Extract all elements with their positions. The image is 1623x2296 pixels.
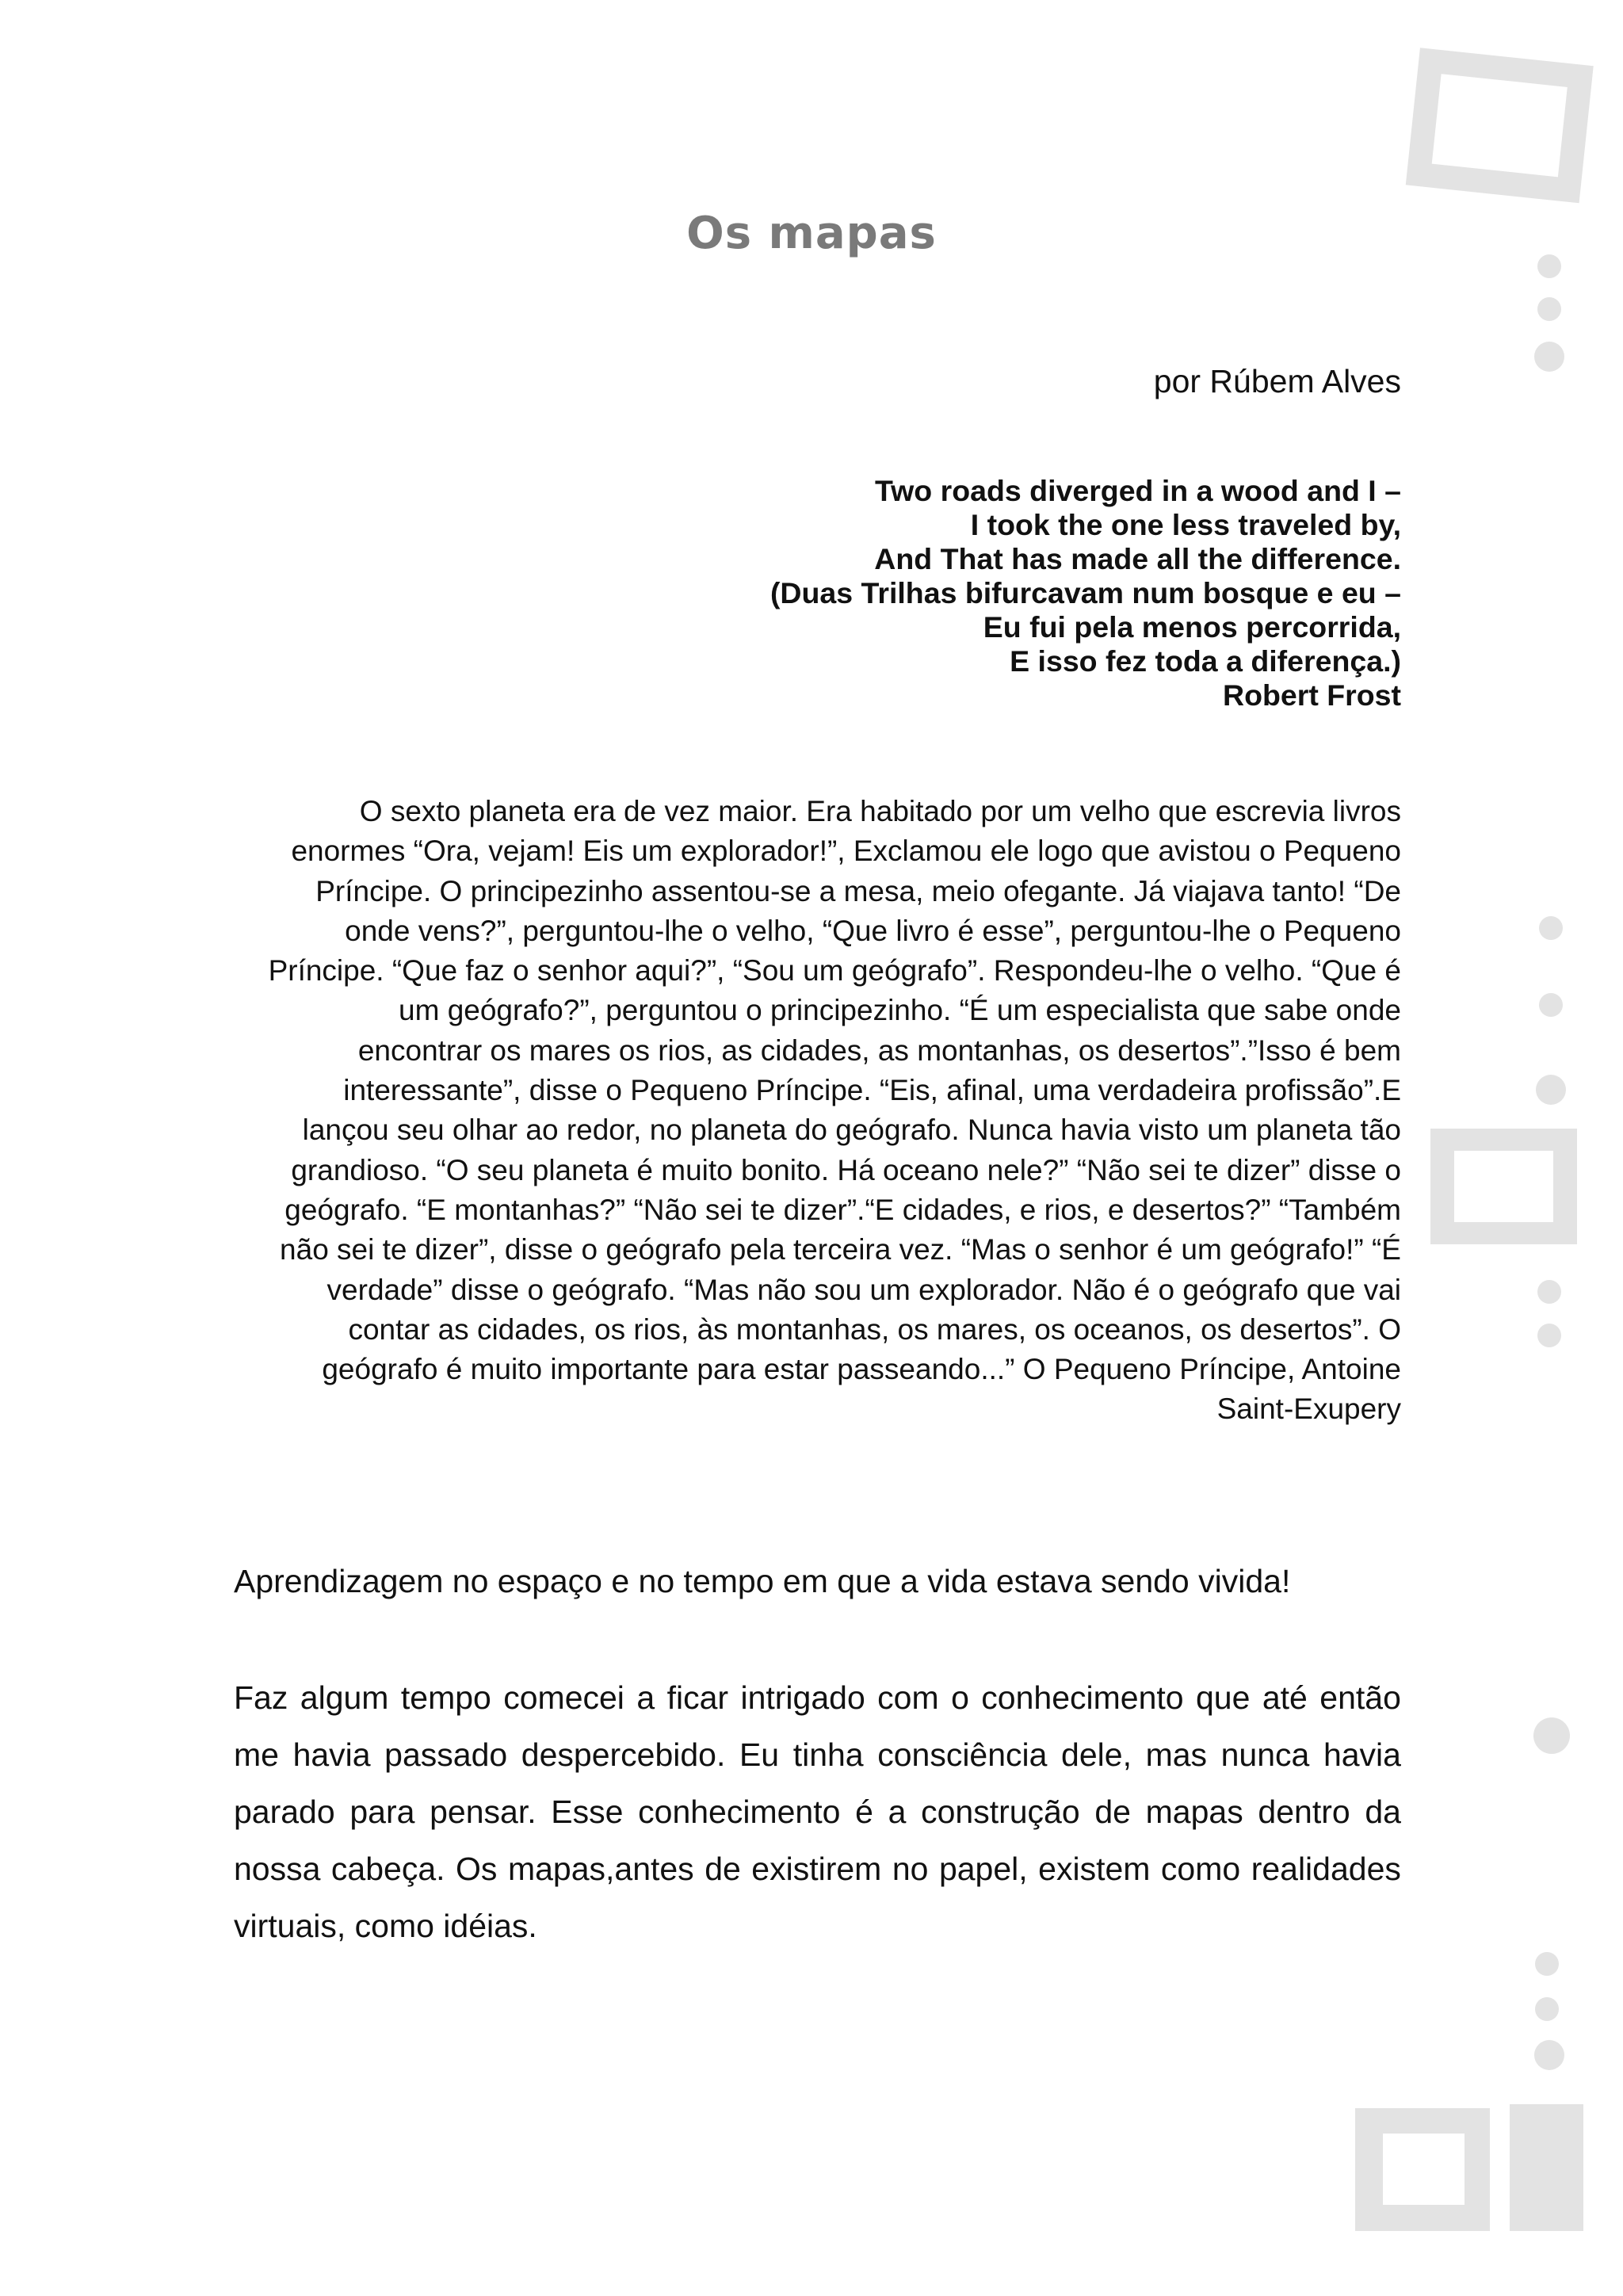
- body-word: intrigado: [740, 1679, 865, 1716]
- dot-ornament: [1539, 916, 1563, 940]
- quote-attribution: Saint-Exupery: [1216, 1392, 1401, 1426]
- quote-line: enormes “Ora, vejam! Eis um explorador!”, Exclamou ele logo que avistou o Pequeno: [291, 835, 1401, 868]
- body-word: o: [951, 1679, 969, 1716]
- quote-block: [214, 792, 1401, 1430]
- quote-line: geógrafo é muito importante para estar passeando...” O Pequeno Príncipe, Antoine: [322, 1353, 1401, 1386]
- epigraph: [688, 474, 1401, 712]
- epigraph-line: Two roads diverged in a wood and I –: [875, 474, 1401, 507]
- body-word: da: [1365, 1794, 1401, 1830]
- body-word: havia: [292, 1736, 371, 1773]
- body-word: existirem: [751, 1851, 882, 1887]
- body-word: a: [636, 1679, 655, 1716]
- body-word: de: [1094, 1794, 1131, 1830]
- body-word: algum: [300, 1679, 389, 1716]
- body-word: existem: [1038, 1851, 1151, 1887]
- epigraph-line: E isso fez toda a diferença.): [1010, 644, 1401, 678]
- body-word: mas: [1145, 1736, 1208, 1773]
- body-word: Esse: [551, 1794, 624, 1830]
- quote-line: interessante”, disse o Pequeno Príncipe. “Eis, afinal, uma verdadeira profissão”.E: [343, 1074, 1401, 1107]
- body-line: [234, 1783, 1401, 1840]
- dot-ornament: [1537, 1324, 1561, 1347]
- body-word: Faz: [234, 1679, 288, 1716]
- dot-ornament: [1536, 1075, 1566, 1105]
- body-word: me: [234, 1736, 279, 1773]
- dot-ornament: [1539, 993, 1563, 1017]
- body-word: para: [349, 1794, 415, 1830]
- quote-line: Príncipe. O principezinho assentou-se a mesa, meio ofegante. Já viajava tanto! “De: [315, 874, 1401, 907]
- dot-ornament: [1534, 342, 1564, 372]
- body-word: ficar: [666, 1679, 729, 1716]
- body-word: realidades: [1251, 1851, 1401, 1887]
- author-line: por Rúbem Alves: [1153, 363, 1401, 399]
- frame-ornament-bottom: [1355, 2108, 1490, 2231]
- body-word: é: [855, 1794, 873, 1830]
- body-line: [234, 1840, 1401, 1897]
- body-word: construção: [921, 1794, 1080, 1830]
- body-word: papel,: [938, 1851, 1028, 1887]
- frame-ornament-middle: [1430, 1129, 1577, 1244]
- body-word: comecei: [503, 1679, 624, 1716]
- quote-line: encontrar os mares os rios, as cidades, as montanhas, os desertos”.”Isso é bem: [357, 1033, 1401, 1067]
- dot-ornament: [1535, 1997, 1559, 2021]
- epigraph-attribution: Robert Frost: [1223, 678, 1401, 712]
- body-word: de: [705, 1851, 741, 1887]
- quote-line: não sei te dizer”, disse o geógrafo pela terceira vez. “Mas o senhor é um geógrafo!” “É: [280, 1233, 1401, 1266]
- body-word: a: [888, 1794, 907, 1830]
- quote-line: verdade” disse o geógrafo. “Mas não sou um explorador. Não é o geógrafo que vai: [327, 1273, 1401, 1306]
- body-word: parado: [234, 1794, 335, 1830]
- body-word: conhecimento: [981, 1679, 1184, 1716]
- quote-line: geógrafo. “E montanhas?” “Não sei te dizer”.“E cidades, e rios, e desertos?” “Também: [285, 1193, 1401, 1226]
- body-word: tinha: [792, 1736, 864, 1773]
- body-word: que: [1196, 1679, 1251, 1716]
- body-word: Eu: [739, 1736, 780, 1773]
- quote-line: grandioso. “O seu planeta é muito bonito. Há oceano nele?” “Não sei te dizer” disse o: [291, 1153, 1401, 1186]
- dot-ornament: [1537, 297, 1561, 321]
- quote-line: onde vens?”, perguntou-lhe o velho, “Que livro é esse”, perguntou-lhe o Pequeno: [345, 914, 1401, 947]
- body-word: dele,: [1061, 1736, 1132, 1773]
- body-word: mapas: [1145, 1794, 1243, 1830]
- body-line: [234, 1726, 1401, 1783]
- dot-ornament: [1533, 1717, 1570, 1754]
- quote-line: um geógrafo?”, perguntou o principezinho. “É um especialista que sabe onde: [399, 994, 1401, 1027]
- body-word: passado: [384, 1736, 508, 1773]
- body-word: nunca: [1220, 1736, 1310, 1773]
- body-word: consciência: [877, 1736, 1048, 1773]
- dot-ornament: [1535, 1952, 1559, 1976]
- body-word: mapas,antes: [507, 1851, 694, 1887]
- body-word: até: [1262, 1679, 1308, 1716]
- body-word: despercebido.: [521, 1736, 726, 1773]
- epigraph-line: Eu fui pela menos percorrida,: [983, 610, 1401, 644]
- body-word: havia: [1323, 1736, 1401, 1773]
- epigraph-line: And That has made all the difference.: [874, 542, 1401, 575]
- bar-ornament: [1510, 2104, 1583, 2231]
- body-line: virtuais, como idéias.: [234, 1908, 537, 1944]
- body-word: no: [892, 1851, 929, 1887]
- body-line: [234, 1669, 1401, 1726]
- frame-ornament-top: [1406, 48, 1594, 203]
- epigraph-line: I took the one less traveled by,: [970, 508, 1401, 541]
- body-word: pensar.: [430, 1794, 537, 1830]
- dot-ornament: [1534, 2040, 1564, 2070]
- section-heading: Aprendizagem no espaço e no tempo em que a vida estava sendo vivida!: [234, 1563, 1291, 1599]
- body-paragraph: [234, 1669, 1401, 1954]
- body-word: cabeça.: [330, 1851, 445, 1887]
- body-word: então: [1319, 1679, 1401, 1716]
- dot-ornament: [1537, 1280, 1561, 1304]
- body-word: conhecimento: [638, 1794, 841, 1830]
- page-title: Os mapas: [686, 208, 937, 259]
- body-word: nossa: [234, 1851, 321, 1887]
- quote-line: lançou seu olhar ao redor, no planeta do geógrafo. Nunca havia visto um planeta tão: [302, 1114, 1401, 1147]
- quote-line: contar as cidades, os rios, às montanhas, os mares, os oceanos, os desertos”. O: [348, 1312, 1401, 1346]
- quote-line: Príncipe. “Que faz o senhor aqui?”, “Sou um geógrafo”. Respondeu-lhe o velho. “Que é: [268, 954, 1401, 988]
- body-word: tempo: [400, 1679, 491, 1716]
- body-word: dentro: [1258, 1794, 1350, 1830]
- epigraph-line: (Duas Trilhas bifurcavam num bosque e eu –: [769, 576, 1401, 609]
- body-word: como: [1160, 1851, 1241, 1887]
- body-word: com: [877, 1679, 939, 1716]
- quote-line: O sexto planeta era de vez maior. Era habitado por um velho que escrevia livros: [359, 795, 1401, 827]
- body-word: Os: [456, 1851, 498, 1887]
